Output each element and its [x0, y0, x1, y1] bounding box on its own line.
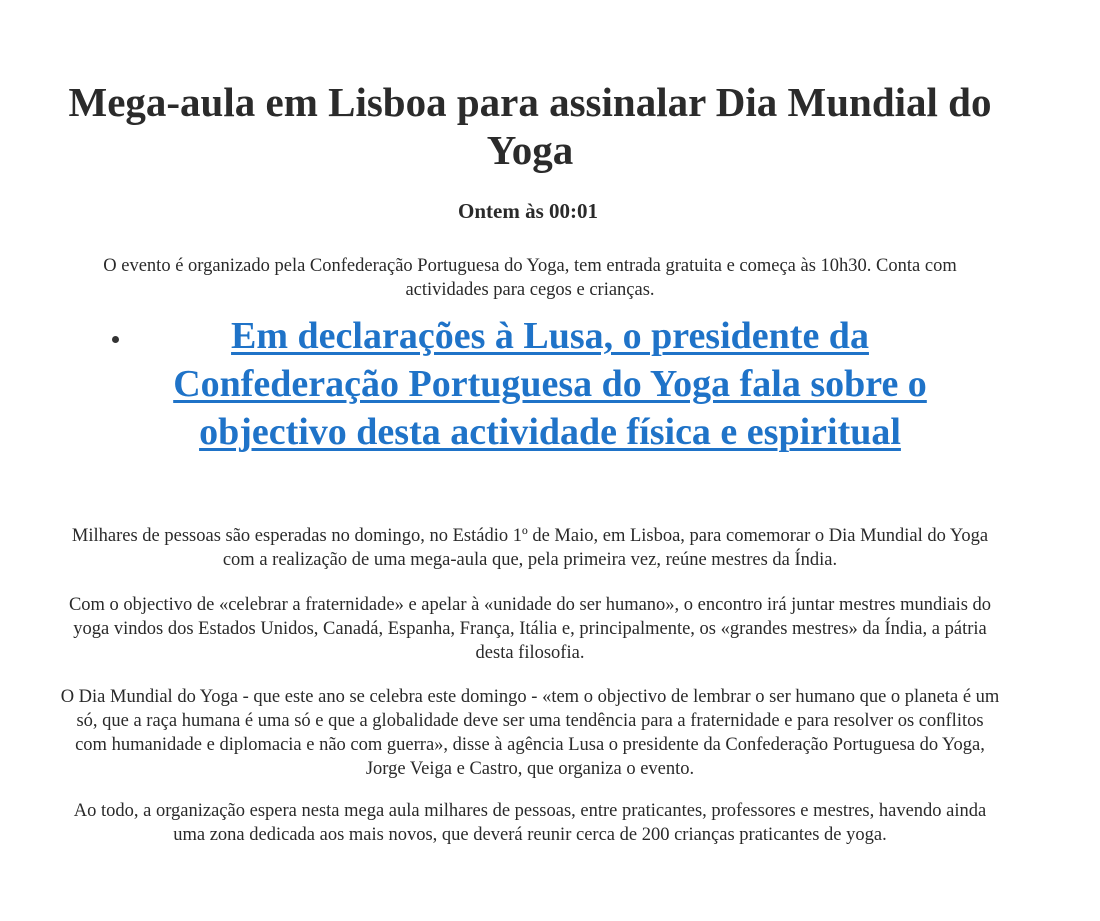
related-article-link[interactable]: Em declarações à Lusa, o presidente da Confederação Portuguesa do Yoga fala sobre o objectivo desta actividade física e espiritual	[173, 315, 927, 453]
bullet-icon	[112, 336, 119, 343]
article-paragraph-1: Milhares de pessoas são esperadas no domingo, no Estádio 1º de Maio, em Lisboa, para comemorar o Dia Mundial do Yoga com a realização de uma mega-aula que, pela primeira vez, reúne mestres da Índia.	[71, 526, 989, 570]
article-dateline: Ontem às 00:01	[458, 199, 598, 223]
article-paragraph-3: O Dia Mundial do Yoga - que este ano se celebra este domingo - «tem o objectivo de lembrar o ser humano que o planeta é um só, que a raça humana é uma só e que a globalidade deve ser uma tendência para a fraternidade e para resolver os conflitos com humanidade e diplomacia e não com guerra», disse à agência Lusa o presidente da Confederação Portuguesa do Yoga, Jorge Veiga e Castro, que organiza o evento.	[60, 687, 1000, 779]
article-paragraph-4: Ao todo, a organização espera nesta mega aula milhares de pessoas, entre praticantes, professores e mestres, havendo ainda uma zona dedicada aos mais novos, que deverá reunir cerca de 200 crianças praticantes de yoga.	[73, 801, 987, 845]
article-lead: O evento é organizado pela Confederação Portuguesa do Yoga, tem entrada gratuita e começa às 10h30. Conta com actividades para cegos e crianças.	[103, 256, 957, 300]
article-paragraph-2: Com o objectivo de «celebrar a fraternidade» e apelar à «unidade do ser humano», o encontro irá juntar mestres mundiais do yoga vindos dos Estados Unidos, Canadá, Espanha, França, Itália e, principalmente, os «grandes mestres» da Índia, a pátria desta filosofia.	[68, 595, 992, 663]
article-title: Mega-aula em Lisboa para assinalar Dia Mundial do Yoga	[68, 79, 992, 173]
